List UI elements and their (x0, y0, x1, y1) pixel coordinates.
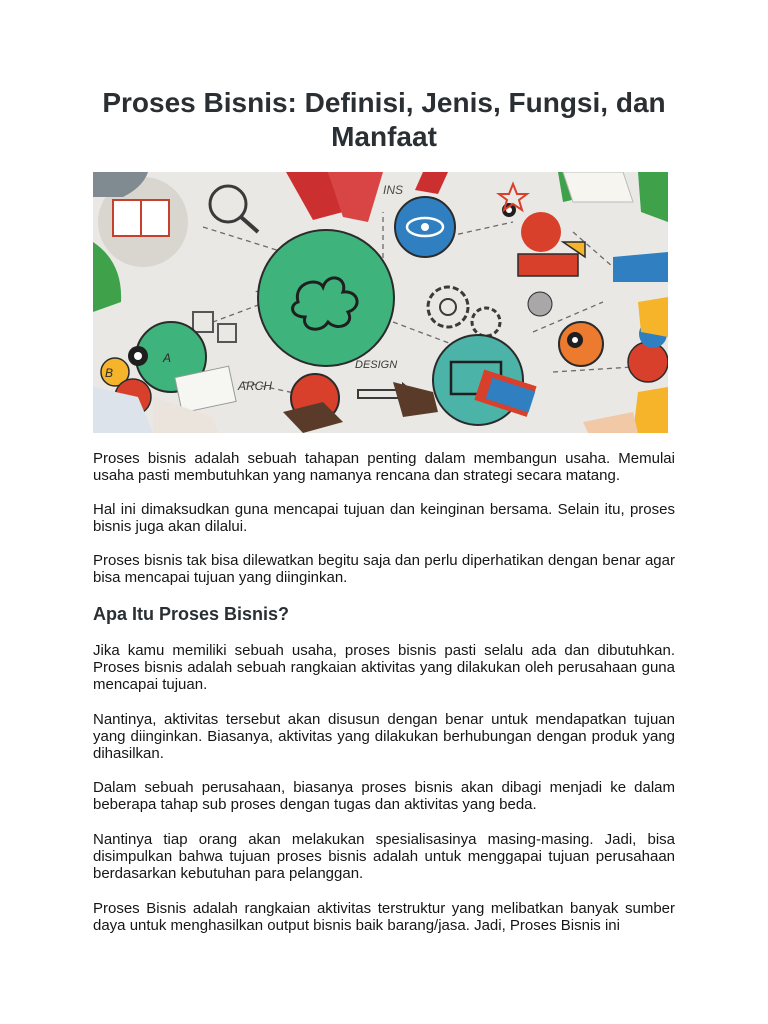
hero-illustration-svg (93, 172, 668, 433)
hero-label-design: DESIGN (355, 359, 398, 371)
intro-paragraph: Proses bisnis adalah sebuah tahapan penting dalam membangun usaha. Memulai usaha pasti membutuhkan yang namanya rencana dan strategi secara matang. (93, 450, 675, 484)
intro-paragraph: Proses bisnis tak bisa dilewatkan begitu saja dan perlu diperhatikan dengan benar agar bisa mencapai tujuan yang diinginkan. (93, 552, 675, 586)
intro-paragraph: Hal ini dimaksudkan guna mencapai tujuan dan keinginan bersama. Selain itu, proses bisnis juga akan dilalui. (93, 501, 675, 535)
section-paragraph: Dalam sebuah perusahaan, biasanya proses bisnis akan dibagi menjadi ke dalam beberapa tahap sub proses dengan tugas dan aktivitas yang beda. (93, 779, 675, 813)
section-paragraph: Jika kamu memiliki sebuah usaha, proses bisnis pasti selalu ada dan dibutuhkan. Proses bisnis adalah sebuah rangkaian aktivitas yang dilakukan oleh perusahaan guna mencapai tujuan. (93, 642, 675, 693)
hero-label-arch: ARCH (238, 379, 273, 393)
hero-label-a: A (163, 351, 172, 365)
page-title: Proses Bisnis: Definisi, Jenis, Fungsi, dan Manfaat (102, 87, 666, 152)
hero-label-ins: INS (383, 183, 404, 197)
hero-illustration (93, 172, 668, 433)
hero-label-b: B (105, 366, 114, 380)
section-paragraph: Nantinya tiap orang akan melakukan spesialisasinya masing-masing. Jadi, bisa disimpulkan bahwa tujuan proses bisnis adalah untuk menggapai tujuan perusahaan berdasarkan kebutuhan para pelanggan. (93, 831, 675, 882)
section-paragraph: Proses Bisnis adalah rangkaian aktivitas terstruktur yang melibatkan banyak sumber daya untuk menghasilkan output bisnis baik barang/jasa. Jadi, Proses Bisnis ini (93, 900, 675, 934)
section-heading: Apa Itu Proses Bisnis? (93, 604, 290, 624)
section-paragraph: Nantinya, aktivitas tersebut akan disusun dengan benar untuk mendapatkan tujuan yang diinginkan. Biasanya, aktivitas yang dilakukan berhubungan dengan produk yang dihasilkan. (93, 711, 675, 762)
